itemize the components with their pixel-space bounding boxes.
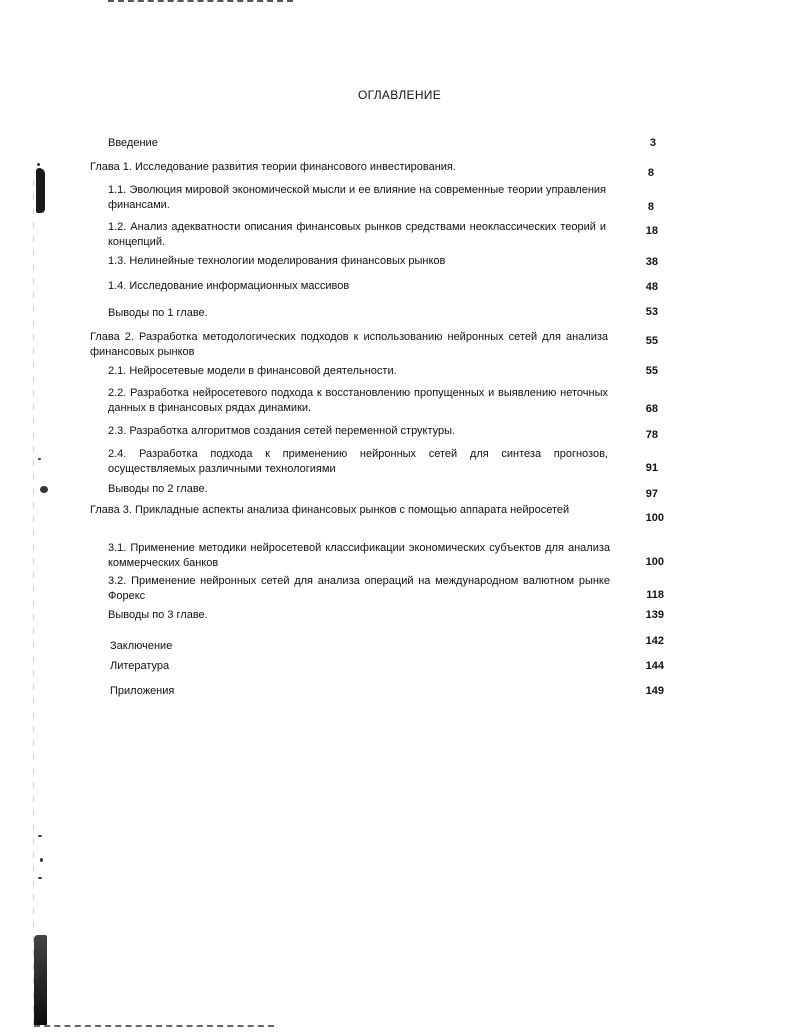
- toc-page-2-3: 78: [645, 429, 658, 441]
- toc-entry-chapter-1: Глава 1. Исследование развития теории финансового инвестирования.: [90, 161, 456, 173]
- toc-page-2-2: 68: [645, 403, 658, 415]
- toc-page-chapter-3: 100: [645, 512, 664, 524]
- toc-page-intro: 3: [649, 137, 656, 149]
- toc-entry-appendices: Приложения: [110, 685, 175, 697]
- toc-page-conclusion-3: 139: [645, 609, 664, 621]
- toc-page-1-4: 48: [645, 281, 658, 293]
- toc-page-3-2: 118: [646, 589, 664, 601]
- toc-entry-2-2: 2.2. Разработка нейросетевого подхода к восстановлению пропущенных и выявлению неточных данных в финансовых рядах динамики.: [108, 387, 608, 414]
- toc-entry-literature: Литература: [110, 660, 170, 672]
- toc-page-3-1: 100: [645, 556, 664, 568]
- page-title: ОГЛАВЛЕНИЕ: [357, 88, 442, 102]
- toc-entry-chapter-3: Глава 3. Прикладные аспекты анализа финансовых рынков с помощью аппарата нейросетей: [90, 504, 570, 516]
- toc-entry-intro: Введение: [108, 137, 158, 149]
- toc-page-appendices: 149: [645, 685, 664, 697]
- toc-page-1-1: 8: [647, 201, 654, 213]
- toc-entry-1-3: 1.3. Нелинейные технологии моделирования финансовых рынков: [108, 255, 446, 267]
- toc-entry-2-4: 2.4. Разработка подхода к применению нейронных сетей для синтеза прогнозов, осуществляемых различными технологиями: [108, 448, 608, 475]
- toc-entry-chapter-2: Глава 2. Разработка методологических подходов к использованию нейронных сетей для анализа финансовых рынков: [90, 331, 608, 358]
- toc-page-final-conclusion: 142: [645, 635, 664, 647]
- toc-page-2-4: 91: [645, 462, 658, 474]
- toc-page-chapter-2: 55: [645, 335, 658, 347]
- toc-entry-conclusion-1: Выводы по 1 главе.: [108, 307, 208, 319]
- toc-entry-1-1: 1.1. Эволюция мировой экономической мысли и ее влияние на современные теории управления финансами.: [108, 184, 606, 211]
- toc-page-1-3: 38: [645, 256, 658, 268]
- toc-page-conclusion-2: 97: [645, 488, 658, 500]
- toc-entry-1-2: 1.2. Анализ адекватности описания финансовых рынков средствами неоклассических теорий и концепций.: [108, 221, 606, 248]
- toc-entry-conclusion-3: Выводы по 3 главе.: [108, 609, 208, 621]
- toc-entry-final-conclusion: Заключение: [110, 640, 173, 652]
- toc-entry-1-4: 1.4. Исследование информационных массивов: [108, 280, 350, 292]
- toc-page-conclusion-1: 53: [645, 306, 658, 318]
- toc-entry-3-1: 3.1. Применение методики нейросетевой классификации экономических субъектов для анализа коммерческих банков: [108, 542, 610, 569]
- toc-page-2-1: 55: [645, 365, 658, 377]
- toc-entry-conclusion-2: Выводы по 2 главе.: [108, 483, 208, 495]
- toc-entry-3-2: 3.2. Применение нейронных сетей для анализа операций на международном валютном рынке Форекс: [108, 575, 610, 602]
- toc-page-chapter-1: 8: [647, 167, 654, 179]
- toc-entry-2-1: 2.1. Нейросетевые модели в финансовой деятельности.: [108, 365, 397, 377]
- toc-entry-2-3: 2.3. Разработка алгоритмов создания сетей переменной структуры.: [108, 425, 456, 437]
- toc-page-1-2: 18: [645, 225, 658, 237]
- toc-page-literature: 144: [645, 660, 664, 672]
